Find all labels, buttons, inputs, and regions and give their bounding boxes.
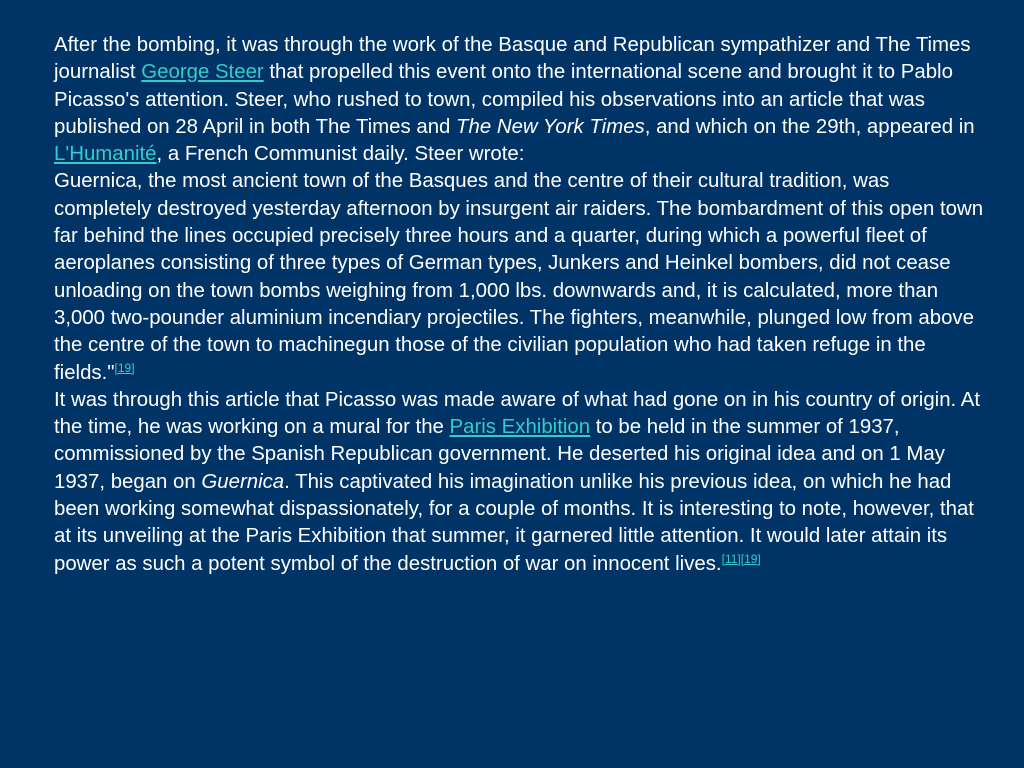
- paragraph-text: , a French Communist daily. Steer wrote:: [156, 143, 525, 166]
- italic-newspaper-title: The New York Times: [456, 115, 645, 138]
- paragraph-text: It was through this article that Picasso was made aware of what had gone on in his country of origin. At the time, he was working on a mural for the: [54, 388, 981, 439]
- link-paris-exhibition[interactable]: Paris Exhibition: [449, 416, 591, 439]
- citation-link-11[interactable]: [11]: [721, 551, 741, 566]
- paragraph-text: , and which on the 29th, appeared in: [644, 115, 975, 138]
- paragraph-text: to be held in the summer of 1937, commissioned by the Spanish Republican government. He deserted his original idea and on 1 May 1937, began on: [54, 416, 945, 493]
- citation: [115, 361, 135, 375]
- paragraph-bombing-intro: [54, 32, 989, 168]
- paragraph-picasso: [54, 387, 989, 578]
- citation-link-19[interactable]: [19]: [114, 360, 135, 375]
- citation: [722, 552, 761, 566]
- paragraph-text: After the bombing, it was through the work of the Basque and Republican sympathizer and The Times journalist: [54, 34, 971, 84]
- paragraph-text: that propelled this event onto the international scene and brought it to Pablo Picasso's attention. Steer, who rushed to town, compiled his observations into an article that was published on 28 April in both The Times and: [54, 61, 953, 138]
- paragraph-steer-quote: [54, 168, 989, 386]
- link-george-steer[interactable]: George Steer: [141, 61, 264, 84]
- citation-link-19[interactable]: [19]: [740, 551, 761, 566]
- link-lhumanite[interactable]: L'Humanité: [54, 143, 157, 166]
- italic-artwork-title: Guernica: [201, 470, 285, 493]
- paragraph-text: Guernica, the most ancient town of the Basques and the centre of their cultural tradition, was completely destroyed yesterday afternoon by insurgent air raiders. The bombardment of this open town far behind the lines occupied precisely three hours and a quarter, during which a powerful fleet of aeroplanes consisting of three types of German types, Junkers and Heinkel bombers, did not cease unloading on the town bombs weighing from 1,000 lbs. downwards and, it is calculated, more than 3,000 two-pounder aluminium incendiary projectiles. The fighters, meanwhile, plunged low from above the centre of the town to machinegun those of the civilian population who had taken refuge in the fields.": [54, 170, 984, 384]
- slide-body: [54, 32, 989, 578]
- paragraph-text: . This captivated his imagination unlike his previous idea, on which he had been working somewhat dispassionately, for a couple of months. It is interesting to note, however, that at its unveiling at the Paris Exhibition that summer, it garnered little attention. It would later attain its power as such a potent symbol of the destruction of war on innocent lives.: [54, 470, 974, 575]
